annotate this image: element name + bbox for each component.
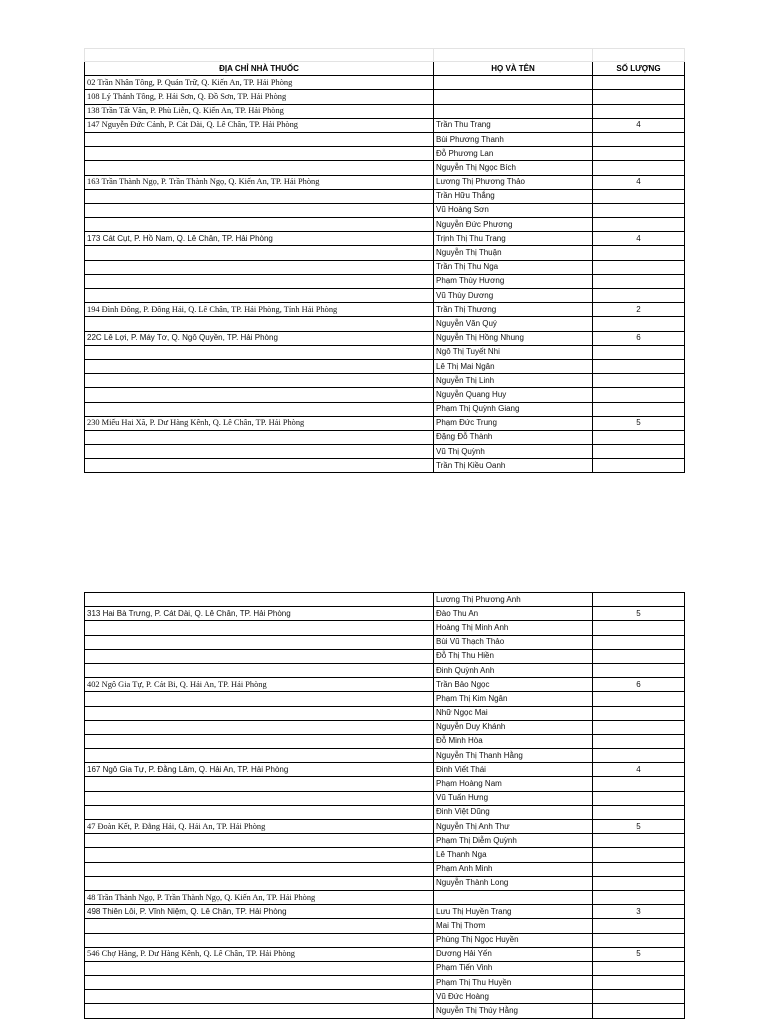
person-name: Nguyễn Duy Khánh [434,720,593,734]
person-name [434,90,593,104]
table-row [85,274,685,288]
table-row [85,132,685,146]
pharmacy-address [85,359,434,373]
table-row [85,90,685,104]
pharmacy-address: 108 Lý Thánh Tông, P. Hải Sơn, Q. Đồ Sơn, TP. Hải Phòng [85,90,434,104]
person-name: Trần Bảo Ngọc [434,678,593,692]
table-row [85,303,685,317]
pharmacy-address: 22C Lê Lợi, P. Máy Tơ, Q. Ngô Quyền, TP. Hải Phòng [85,331,434,345]
person-name: Nguyễn Thị Thuận [434,246,593,260]
table-row [85,76,685,90]
table-row [85,635,685,649]
pharmacy-address [85,374,434,388]
table-row [85,402,685,416]
quantity-cell [593,445,685,459]
person-name: Trần Hữu Thắng [434,189,593,203]
quantity-cell [593,76,685,90]
pharmacy-address [85,445,434,459]
quantity-cell: 4 [593,118,685,132]
quantity-cell [593,890,685,904]
table-row [85,777,685,791]
quantity-cell: 4 [593,175,685,189]
pharmacy-address [85,848,434,862]
pharmacy-address [85,246,434,260]
table-row [85,820,685,834]
person-name: Vũ Hoàng Sơn [434,203,593,217]
quantity-cell [593,203,685,217]
pharmacy-address [85,274,434,288]
quantity-cell [593,274,685,288]
table-row [85,359,685,373]
quantity-header: SỐ LƯỢNG [593,62,685,76]
pharmacy-table-1 [84,48,685,473]
quantity-cell [593,933,685,947]
table-row [85,388,685,402]
quantity-cell [593,749,685,763]
person-name: Nguyễn Quang Huy [434,388,593,402]
quantity-cell: 5 [593,416,685,430]
table-row [85,331,685,345]
quantity-cell [593,90,685,104]
quantity-cell [593,706,685,720]
pharmacy-address [85,734,434,748]
quantity-cell [593,976,685,990]
table-row [85,649,685,663]
quantity-cell: 5 [593,607,685,621]
person-name: Trần Thị Kiều Oanh [434,459,593,473]
table-row [85,289,685,303]
person-name: Lê Thị Mai Ngân [434,359,593,373]
pharmacy-address [85,990,434,1004]
table-row [85,1004,685,1018]
person-name: Phạm Hoàng Nam [434,777,593,791]
pharmacy-address: 147 Nguyễn Đức Cảnh, P. Cát Dài, Q. Lê Chân, TP. Hải Phòng [85,118,434,132]
person-name: Lương Thị Phương Anh [434,593,593,607]
person-name: Phạm Thị Thu Huyền [434,976,593,990]
quantity-cell [593,317,685,331]
quantity-cell [593,805,685,819]
table-row [85,147,685,161]
person-name: Vũ Đức Hoàng [434,990,593,1004]
address-header: ĐỊA CHỈ NHÀ THUỐC [85,62,434,76]
pharmacy-address [85,976,434,990]
pharmacy-address [85,663,434,677]
table-row [85,232,685,246]
quantity-cell [593,459,685,473]
table-row [85,317,685,331]
quantity-cell: 4 [593,232,685,246]
quantity-cell [593,663,685,677]
quantity-cell [593,862,685,876]
quantity-cell [593,289,685,303]
table-row [85,890,685,904]
pharmacy-address: 546 Chợ Hàng, P. Dư Hàng Kênh, Q. Lê Chân, TP. Hải Phòng [85,947,434,961]
pharmacy-address [85,218,434,232]
pharmacy-address [85,862,434,876]
table-row [85,104,685,118]
person-name [434,104,593,118]
quantity-cell [593,189,685,203]
table-row [85,218,685,232]
table-row [85,161,685,175]
table-row [85,990,685,1004]
table-row [85,905,685,919]
pharmacy-address: 194 Đình Đông, P. Đông Hải, Q. Lê Chân, TP. Hải Phòng, Tỉnh Hải Phòng [85,303,434,317]
pharmacy-address [85,345,434,359]
quantity-cell [593,374,685,388]
quantity-cell [593,961,685,975]
quantity-cell: 4 [593,763,685,777]
table-row [85,919,685,933]
person-name [434,76,593,90]
pharmacy-address [85,791,434,805]
table-row [85,416,685,430]
table-row [85,663,685,677]
person-name: Phạm Tiến Vinh [434,961,593,975]
person-name: Trần Thị Thu Nga [434,260,593,274]
quantity-cell [593,1004,685,1018]
pharmacy-table-2 [84,592,685,1019]
table-row [85,791,685,805]
person-name: Vũ Thùy Dương [434,289,593,303]
pharmacy-address [85,961,434,975]
quantity-cell [593,919,685,933]
person-name: Bùi Phương Thanh [434,132,593,146]
person-name: Đỗ Minh Hòa [434,734,593,748]
table-row [85,345,685,359]
quantity-cell [593,834,685,848]
person-name: Phạm Anh Minh [434,862,593,876]
person-name: Phạm Đức Trung [434,416,593,430]
quantity-cell [593,402,685,416]
pharmacy-address [85,430,434,444]
pharmacy-address [85,919,434,933]
quantity-cell: 6 [593,331,685,345]
person-name: Vũ Tuấn Hưng [434,791,593,805]
pharmacy-address [85,203,434,217]
quantity-cell [593,876,685,890]
quantity-cell: 3 [593,905,685,919]
table-row [85,445,685,459]
table-row [85,933,685,947]
quantity-cell [593,161,685,175]
quantity-cell [593,359,685,373]
person-name: Lê Thanh Nga [434,848,593,862]
person-name: Nhữ Ngọc Mai [434,706,593,720]
quantity-cell: 5 [593,947,685,961]
table-row [85,621,685,635]
quantity-cell [593,990,685,1004]
pharmacy-address [85,805,434,819]
table-row [85,862,685,876]
person-name: Phạm Thị Diễm Quỳnh [434,834,593,848]
person-name: Đỗ Thị Thu Hiền [434,649,593,663]
quantity-cell [593,734,685,748]
quantity-cell [593,430,685,444]
table-row [85,976,685,990]
pharmacy-address: 313 Hai Bà Trưng, P. Cát Dài, Q. Lê Chân, TP. Hải Phòng [85,607,434,621]
name-header: HỌ VÀ TÊN [434,62,593,76]
pharmacy-address: 02 Trần Nhân Tông, P. Quán Trữ, Q. Kiến An, TP. Hải Phòng [85,76,434,90]
person-name: Lưu Thị Huyền Trang [434,905,593,919]
quantity-cell [593,848,685,862]
pharmacy-address [85,260,434,274]
pharmacy-address [85,459,434,473]
pharmacy-address: 167 Ngô Gia Tự, P. Đằng Lâm, Q. Hải An, TP. Hải Phòng [85,763,434,777]
table-row [85,430,685,444]
person-name: Phùng Thị Ngọc Huyền [434,933,593,947]
person-name: Đinh Việt Dũng [434,805,593,819]
pharmacy-address [85,132,434,146]
pharmacy-address [85,649,434,663]
pharmacy-address: 138 Trần Tất Văn, P. Phù Liễn, Q. Kiến An, TP. Hải Phòng [85,104,434,118]
person-name: Nguyễn Văn Quý [434,317,593,331]
pharmacy-address [85,1004,434,1018]
table-row [85,749,685,763]
pharmacy-address: 173 Cát Cụt, P. Hồ Nam, Q. Lê Chân, TP. Hải Phòng [85,232,434,246]
table-row [85,706,685,720]
pharmacy-address [85,621,434,635]
table-row [85,593,685,607]
blank-row [85,49,685,62]
person-name: Trần Thị Thương [434,303,593,317]
table-row [85,692,685,706]
person-name: Trần Thu Trang [434,118,593,132]
table-row [85,459,685,473]
person-name: Bùi Vũ Thạch Thảo [434,635,593,649]
pharmacy-address [85,777,434,791]
table-row [85,260,685,274]
person-name: Nguyễn Thị Linh [434,374,593,388]
table-row [85,805,685,819]
quantity-cell [593,345,685,359]
pharmacy-address: 163 Trần Thành Ngọ, P. Trần Thành Ngọ, Q. Kiến An, TP. Hải Phòng [85,175,434,189]
table-row [85,203,685,217]
pharmacy-address [85,593,434,607]
quantity-cell [593,260,685,274]
person-name [434,890,593,904]
pharmacy-address [85,706,434,720]
pharmacy-address [85,720,434,734]
quantity-cell [593,246,685,260]
quantity-cell [593,147,685,161]
pharmacy-address [85,834,434,848]
pharmacy-address: 230 Miếu Hai Xã, P. Dư Hàng Kênh, Q. Lê Chân, TP. Hải Phòng [85,416,434,430]
quantity-cell [593,388,685,402]
person-name: Ngô Thị Tuyết Nhi [434,345,593,359]
table-row [85,734,685,748]
person-name: Nguyễn Thị Anh Thư [434,820,593,834]
pharmacy-address [85,933,434,947]
quantity-cell [593,635,685,649]
pharmacy-address [85,147,434,161]
quantity-cell [593,692,685,706]
table-row [85,763,685,777]
table-row [85,848,685,862]
person-name: Đào Thu An [434,607,593,621]
quantity-cell [593,720,685,734]
pharmacy-address [85,876,434,890]
pharmacy-address: 48 Trần Thành Ngọ, P. Trần Thành Ngọ, Q. Kiến An, TP. Hải Phòng [85,890,434,904]
table-row [85,118,685,132]
pharmacy-address [85,388,434,402]
person-name: Nguyễn Thị Ngọc Bích [434,161,593,175]
person-name: Phạm Thị Quỳnh Giang [434,402,593,416]
pharmacy-address [85,402,434,416]
person-name: Lương Thị Phương Thảo [434,175,593,189]
person-name: Phạm Thị Kim Ngân [434,692,593,706]
quantity-cell: 2 [593,303,685,317]
pharmacy-address [85,749,434,763]
person-name: Vũ Thị Quỳnh [434,445,593,459]
quantity-cell [593,104,685,118]
table-row [85,947,685,961]
table-row [85,876,685,890]
quantity-cell [593,593,685,607]
pharmacy-address: 47 Đoàn Kết, P. Đằng Hải, Q. Hải An, TP. Hải Phòng [85,820,434,834]
table-row [85,834,685,848]
table-row [85,678,685,692]
person-name: Đinh Viết Thái [434,763,593,777]
quantity-cell: 6 [593,678,685,692]
person-name: Nguyễn Thị Thúy Hằng [434,1004,593,1018]
header-row [85,62,685,76]
pharmacy-address [85,161,434,175]
person-name: Nguyễn Thành Long [434,876,593,890]
quantity-cell [593,132,685,146]
pharmacy-address: 402 Ngô Gia Tự, P. Cát Bi, Q. Hải An, TP. Hải Phòng [85,678,434,692]
pharmacy-address: 498 Thiên Lôi, P. Vĩnh Niệm, Q. Lê Chân, TP. Hải Phòng [85,905,434,919]
person-name: Nguyễn Thị Thanh Hằng [434,749,593,763]
table-row [85,189,685,203]
person-name: Dương Hải Yến [434,947,593,961]
person-name: Hoàng Thị Minh Anh [434,621,593,635]
person-name: Đinh Quỳnh Anh [434,663,593,677]
quantity-cell [593,791,685,805]
person-name: Mai Thị Thơm [434,919,593,933]
quantity-cell [593,649,685,663]
table-row [85,374,685,388]
person-name: Phạm Thùy Hương [434,274,593,288]
pharmacy-address [85,189,434,203]
quantity-cell [593,621,685,635]
pharmacy-address [85,317,434,331]
table-row [85,607,685,621]
table-row [85,246,685,260]
person-name: Trịnh Thị Thu Trang [434,232,593,246]
pharmacy-address [85,635,434,649]
table-row [85,175,685,189]
pharmacy-address [85,289,434,303]
table-row [85,961,685,975]
quantity-cell: 5 [593,820,685,834]
pharmacy-address [85,692,434,706]
person-name: Nguyễn Đức Phương [434,218,593,232]
person-name: Đỗ Phương Lan [434,147,593,161]
table-row [85,720,685,734]
person-name: Nguyễn Thị Hồng Nhung [434,331,593,345]
quantity-cell [593,777,685,791]
person-name: Đặng Đỗ Thành [434,430,593,444]
quantity-cell [593,218,685,232]
